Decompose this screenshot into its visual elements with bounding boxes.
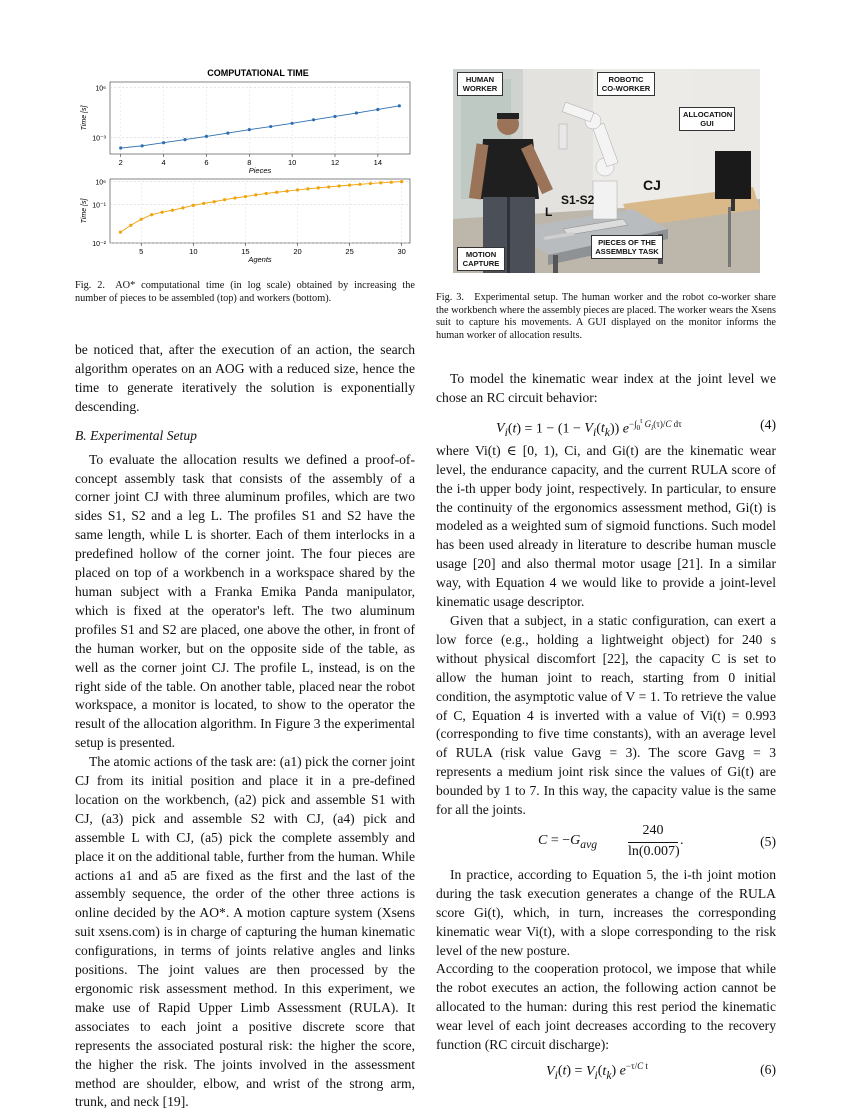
data-point — [248, 128, 251, 131]
label-robotic-co-worker: ROBOTIC CO-WORKER — [597, 72, 655, 96]
data-point — [140, 218, 143, 221]
x-tick-label: 8 — [247, 158, 252, 167]
label-motion-capture: MOTION CAPTURE — [457, 247, 505, 271]
label-human-worker: HUMAN WORKER — [457, 72, 503, 96]
data-point — [233, 196, 236, 199]
x-tick-label: 10 — [189, 247, 198, 256]
data-point — [254, 193, 257, 196]
data-point — [358, 183, 361, 186]
data-point — [226, 131, 229, 134]
data-point — [376, 108, 379, 111]
data-point — [312, 118, 315, 121]
y-tick-label: 10⁶ — [95, 179, 106, 187]
data-point — [183, 138, 186, 141]
figure-3-photo — [453, 69, 760, 273]
data-point — [355, 111, 358, 114]
data-point — [119, 231, 122, 234]
label-cj: CJ — [643, 177, 661, 193]
data-point — [333, 115, 336, 118]
equation-6: $V_i(t) = V_i(t_k)$ $e^{-\tau/C t}$ (6) — [546, 1061, 776, 1082]
paragraph-kinematic-wear: To model the kinematic wear index at the joint level we chose an RC circuit behavior: — [436, 371, 776, 405]
data-point — [171, 209, 174, 212]
paragraph-practice: In practice, according to Equation 5, the i-th joint motion during the task execution generates a change of the RULA score Gi(t), which, in turn, increases the corresponding kinematic wear Vi(t), with a slope corresponding to the risk level of the new posture. — [436, 866, 776, 958]
x-tick-label: 2 — [118, 158, 123, 167]
data-point — [306, 187, 309, 190]
data-point — [398, 104, 401, 107]
y-tick-label: 10⁻¹ — [92, 202, 106, 210]
x-tick-label: 25 — [345, 247, 354, 256]
data-point — [205, 135, 208, 138]
figure-2 — [70, 62, 420, 272]
data-point — [275, 191, 278, 194]
y-tick-label: 10⁶ — [95, 85, 106, 93]
data-point — [265, 192, 268, 195]
x-axis-label: Agents — [248, 255, 272, 264]
chart-title: COMPUTATIONAL TIME — [207, 68, 309, 78]
data-point — [202, 202, 205, 205]
data-point — [296, 188, 299, 191]
data-point — [192, 204, 195, 207]
data-point — [291, 122, 294, 125]
figure-2-caption: Fig. 2. AO* computational time (in log scale) obtained by increasing the number of pieces to be assembled (top) and workers (bottom). — [75, 280, 415, 304]
paragraph-setup: To evaluate the allocation results we defined a proof-of-concept assembly task that consists of the assembly of a corner joint CJ with three aluminum profiles, which are two sides S1, S2 and a leg L. The profiles S1 and S2 have the same length, while L is shorter. Each of them interlocks in a predefined hollow of the corner joint. The four pieces are placed on top of a workbench in a workspace shared by the human subject with a Franka Emika Panda manipulator, which is fixed at the operator's left. The two aluminum profiles S1 and S2 are placed, one above the other, in front of the human worker, but on the opposite side of the table, as well as the corner joint CJ. The profile L, instead, is on the right side of the table. On another table, placed near the robot workspace, a monitor is located, to show to the operator the result of the allocation algorithm. In Figure 3 the experimental setup is presented. — [75, 451, 415, 751]
paragraph-where: where Vi(t) ∈ [0, 1), Ci, and Gi(t) are the kinematic wear level, the endurance capacity, and the current RULA score of the i-th upper body joint, respectively. In particular, to ensure the continuity of the ergonomics assessment method, Gi(t) is modeled as a weighted sum of sigmoid functions. Such model has been used already in literature to describe human muscle usage [20] and also thermal motor usage [21]. In a similar way, with Equation 4 we would like to provide a joint-level kinematic usage descriptor. — [436, 442, 776, 610]
section-heading: B. Experimental Setup — [75, 427, 197, 443]
data-point — [181, 206, 184, 209]
paragraph-capacity: Given that a subject, in a static configuration, can exert a low force (e.g., holding a lightweight object) for 240 s without physical discomfort [22], the capacity C is set to allow the human joint to reach, starting from 0 initial condition, the asymptotic value of V = 1. To retrieve the value of C, Equation 4 is inverted with a value of Vi(t) = 0.993 (corresponding to five time constants), with an average level of RULA (risk value Gavg = 3). The score Gavg = 3 represents a medium joint risk since the values of Gi(t) are bounded by 1 to 7. In this way, the capacity value is the same for all the joints. — [436, 612, 776, 818]
eq4-number: (4) — [760, 416, 776, 432]
data-point — [400, 180, 403, 183]
data-point — [327, 185, 330, 188]
paragraph-protocol: According to the cooperation protocol, we impose that while the robot executes an action, the following action cannot be allocated to the human: during this rest period the kinematic wear level of each joint decreases according to the recovery function (RC circuit discharge): — [436, 961, 776, 1053]
paragraph-continuation: be noticed that, after the execution of an action, the search algorithm operates on an AOG with a reduced size, hence the time to generate iteratively the solution is exponentially descending. — [75, 342, 415, 414]
data-point — [338, 184, 341, 187]
data-point — [369, 182, 372, 185]
x-tick-label: 12 — [330, 158, 340, 167]
left-column — [75, 341, 415, 1112]
data-point — [141, 144, 144, 147]
x-tick-label: 20 — [293, 247, 302, 256]
data-point — [119, 146, 122, 149]
x-tick-label: 14 — [373, 158, 383, 167]
data-point — [162, 141, 165, 144]
label-allocation-gui: ALLOCATION GUI — [679, 107, 735, 131]
x-tick-label: 30 — [397, 247, 406, 256]
eq5-number: (5) — [760, 833, 776, 849]
right-column — [436, 370, 776, 1082]
data-point — [348, 184, 351, 187]
computational-time-chart — [70, 62, 420, 272]
data-point — [160, 211, 163, 214]
x-tick-label: 4 — [161, 158, 166, 167]
y-axis-label: Time [s] — [81, 105, 88, 131]
eq6-number: (6) — [760, 1062, 776, 1077]
data-point — [390, 181, 393, 184]
label-l: L — [545, 205, 553, 219]
x-tick-label: 5 — [139, 247, 144, 256]
y-tick-label: 10⁻² — [92, 241, 106, 248]
plot-frame — [110, 179, 410, 243]
data-point — [379, 181, 382, 184]
plot-frame — [110, 82, 410, 154]
data-point — [269, 125, 272, 128]
equation-5: $C = -G_{avg}$ 240 ln(0.007) . (5) — [538, 822, 776, 859]
x-axis-label: Pieces — [248, 166, 272, 175]
figure-3-caption: Fig. 3. Experimental setup. The human worker and the robot co-worker share the workbench where the assembly pieces are placed. The worker wears the Xsens suit to capture his movements. A GUI displayed on the monitor informs the human worker of allocation results. — [436, 292, 776, 341]
data-point — [285, 190, 288, 193]
data-point — [129, 224, 132, 227]
data-point — [213, 200, 216, 203]
equation-4: $V_i(t) = 1 - (1 - V_i(t_k))$ $e^{-\int_0^t G_i(\tau)/C d\tau}$ (4) — [496, 415, 776, 440]
x-tick-label: 15 — [241, 247, 250, 256]
x-tick-label: 10 — [287, 158, 297, 167]
series-line — [120, 182, 401, 233]
data-point — [317, 186, 320, 189]
label-s1-s2: S1-S2 — [561, 193, 595, 207]
data-point — [150, 213, 153, 216]
paragraph-actions: The atomic actions of the task are: (a1) pick the corner joint CJ from its initial position and place it in a pre-defined location on the workbench, (a2) pick and assemble S1 with CJ, (a3) pick and assemble S2 with CJ, (a4) pick and assemble L with CJ, (a5) pick the complete assembly and place it on the additional table, further from the human. While actions a1 and a5 are fixed as the first and the last of the assembly sequence, the order of the other three actions is online decided by the AO*. A motion capture system (Xsens suit xsens.com) is in charge of capturing the human kinematic configurations, in terms of joints relative angles and links positions. The joint values are then processed by the ergonomic risk assessment method. In this experiment, we make use of Rapid Upper Limb Assessment (RULA). It associates to each joint a positive discrete score that represents the associated postural risk: the higher the score, the higher the risk. The joints involved in the assessment method are shoulder, elbow, and wrist of the strong arm, trunk, and neck [19]. — [75, 754, 415, 1110]
label-assembly-pieces: PIECES OF THE ASSEMBLY TASK — [591, 235, 663, 259]
x-tick-label: 6 — [204, 158, 209, 167]
data-point — [244, 195, 247, 198]
data-point — [223, 198, 226, 201]
y-tick-label: 10⁻³ — [92, 135, 106, 143]
y-axis-label: Time [s] — [81, 198, 88, 224]
